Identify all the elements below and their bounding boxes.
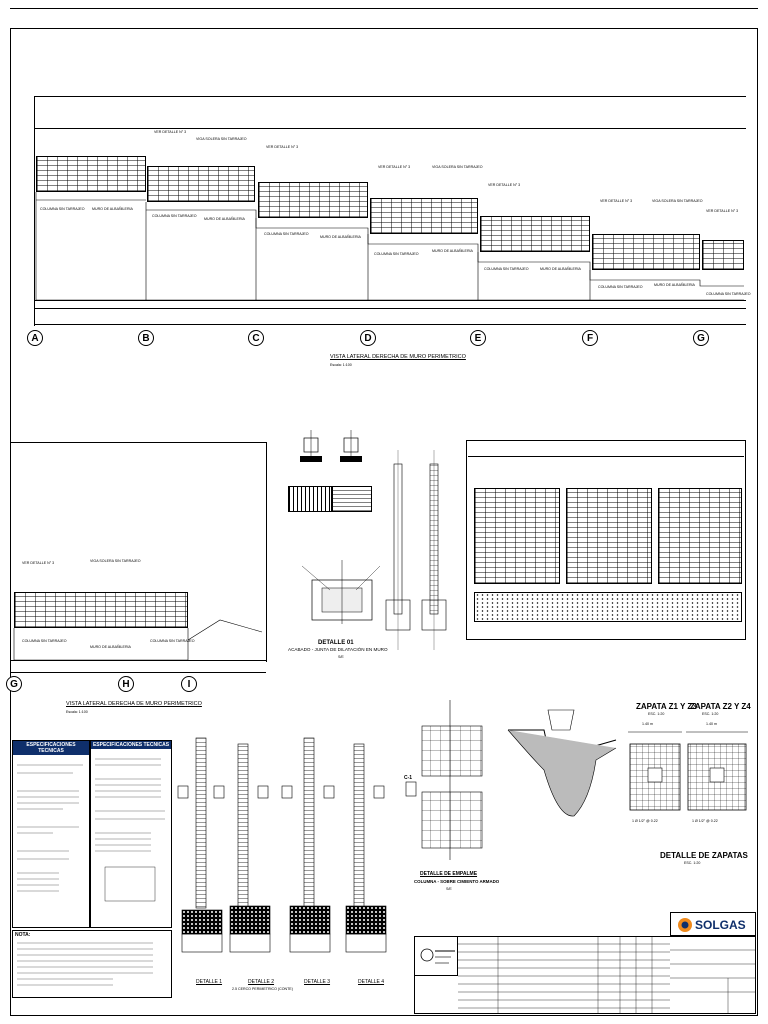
detalle-3-title: DETALLE 3	[304, 979, 331, 985]
detalle-01-subtitle: ACABADO - JUNTA DE DILATACIÓN EN MURO	[288, 647, 388, 652]
specs-left-box	[12, 740, 90, 928]
consultant-logo-icon	[415, 937, 459, 977]
rebar-notes	[332, 486, 372, 512]
top-elevation-title: VISTA LATERAL DERECHA DE MURO PERIMETRICO	[330, 354, 466, 360]
stepped-foundation-outline	[0, 0, 768, 340]
callout-detail-3: VER DETALLE N° 3	[378, 165, 411, 169]
zapata-z2-dim: 1.40 m	[706, 722, 717, 726]
specs-left-lines	[13, 755, 89, 923]
callout-beam-3: VIGA SOLERA SIN TARRAJEO	[432, 165, 483, 169]
axis-bubble-g-bottom: G	[6, 676, 22, 692]
right-wall-beam-line	[468, 456, 744, 457]
bottom-elevation-scale: Escala: 1:100	[66, 710, 88, 714]
callout-wall-2: MURO DE ALBAÑILERIA	[204, 217, 245, 221]
callout-column-1: COLUMNA SIN TARRAJEO	[40, 207, 85, 211]
callout-column-2: COLUMNA SIN TARRAJEO	[152, 214, 197, 218]
zapatas-detail-scale: ESC. 1:20	[684, 861, 701, 865]
callout-column-bottom: COLUMNA SIN TARRAJEO	[22, 639, 67, 643]
detalle-empalme-tag: C-1	[404, 775, 413, 781]
consultant-logo-box	[414, 936, 458, 976]
notes-box	[12, 930, 172, 998]
zapata-z1-rebar: 1 Ø 1/2" @ 0.22	[632, 819, 658, 823]
top-elevation-scale: Escala: 1:100	[330, 363, 352, 367]
callout-wall-1: MURO DE ALBAÑILERIA	[92, 207, 133, 211]
callout-wall-5: MURO DE ALBAÑILERIA	[540, 267, 581, 271]
callout-column-7: COLUMNA SIN TARRAJEO	[706, 292, 751, 296]
right-wall-panel-2	[566, 488, 652, 584]
callout-detail-2: VER DETALLE N° 3	[266, 145, 299, 149]
axis-bubble-g: G	[693, 330, 709, 346]
specs-right-lines	[91, 749, 171, 917]
detalle-empalme-scale: S/E	[446, 887, 452, 891]
callout-beam-1: VIGA SOLERA SIN TARRAJEO	[196, 137, 247, 141]
zapata-z2-title: ZAPATA Z2 Y Z4	[690, 702, 751, 711]
axis-bubble-e: E	[470, 330, 486, 346]
callout-wall-bottom: MURO DE ALBAÑILERIA	[90, 645, 131, 649]
detalle-2-subtitle: 2.5 CERCO PERIMETRICO (CONTE)	[232, 987, 293, 991]
axis-bubble-a: A	[27, 330, 43, 346]
right-wall-panel-1	[474, 488, 560, 584]
specs-right-title: ESPECIFICACIONES TECNICAS	[92, 742, 170, 748]
callout-beam-bottom: VIGA SOLERA SIN TARRAJEO	[90, 559, 141, 563]
zapata-z1-scale: ESC. 1:20	[648, 712, 665, 716]
axis-bubble-d: D	[360, 330, 376, 346]
rebar-schedule-table	[288, 486, 332, 512]
zapata-z2-rebar: 1 Ø 1/2" @ 0.22	[692, 819, 718, 823]
title-block-right-grid	[670, 936, 756, 1014]
callout-wall-4: MURO DE ALBAÑILERIA	[432, 249, 473, 253]
callout-column-6: COLUMNA SIN TARRAJEO	[598, 285, 643, 289]
callout-wall-3: MURO DE ALBAÑILERIA	[320, 235, 361, 239]
column-details-drawings	[174, 730, 394, 990]
right-wall-panel-3	[658, 488, 742, 584]
callout-column-3: COLUMNA SIN TARRAJEO	[264, 232, 309, 236]
detalle-empalme-subtitle: COLUMNA - SOBRE CIMIENTO ARMADO	[414, 879, 500, 884]
callout-detail-bottom: VER DETALLE N° 3	[22, 561, 55, 565]
company-name: SOLGAS	[695, 918, 746, 932]
detalle-01-title: DETALLE 01	[318, 640, 354, 646]
trench-section-drawing	[504, 700, 624, 840]
column-tall-details	[380, 450, 460, 660]
callout-column-5: COLUMNA SIN TARRAJEO	[484, 267, 529, 271]
notes-lines	[13, 931, 171, 997]
specs-right-box	[90, 740, 172, 928]
specs-left-title: ESPECIFICACIONES TECNICAS	[13, 741, 89, 755]
callout-detail-5: VER DETALLE N° 3	[600, 199, 633, 203]
company-logo-box	[670, 912, 756, 936]
detalle-01-drawing	[300, 560, 384, 640]
bottom-elevation-top-line	[10, 442, 266, 443]
zapata-z2-scale: ESC. 1:20	[702, 712, 719, 716]
callout-wall-6: MURO DE ALBAÑILERIA	[654, 283, 695, 287]
axis-bubble-i: I	[181, 676, 197, 692]
detalle-2-title: DETALLE 2	[248, 979, 275, 985]
detalle-01-scale: S/E	[338, 655, 344, 659]
callout-detail-4: VER DETALLE N° 3	[488, 183, 521, 187]
callout-beam-5: VIGA SOLERA SIN TARRAJEO	[652, 199, 703, 203]
detalle-empalme-title: DETALLE DE EMPALME	[420, 871, 478, 877]
bottom-terrain-outline	[0, 580, 270, 670]
callout-detail-6: VER DETALLE N° 3	[706, 209, 739, 213]
axis-bubble-c: C	[248, 330, 264, 346]
column-sections	[296, 430, 376, 474]
detalle-4-title: DETALLE 4	[358, 979, 385, 985]
bottom-elevation-title: VISTA LATERAL DERECHA DE MURO PERIMETRICO	[66, 701, 202, 707]
axis-bubble-f: F	[582, 330, 598, 346]
zapata-plan-drawings	[624, 728, 754, 828]
right-wall-foundation	[474, 592, 742, 622]
axis-bubble-h: H	[118, 676, 134, 692]
callout-column-bottom-2: COLUMNA SIN TARRAJEO	[150, 639, 195, 643]
callout-detail-1: VER DETALLE N° 3	[154, 130, 187, 134]
axis-bubble-b: B	[138, 330, 154, 346]
zapatas-detail-title: DETALLE DE ZAPATAS	[660, 851, 748, 860]
title-block-grid	[458, 936, 670, 1014]
callout-column-4: COLUMNA SIN TARRAJEO	[374, 252, 419, 256]
detalle-1-title: DETALLE 1	[196, 979, 223, 985]
zapata-z1-title: ZAPATA Z1 Y Z3	[636, 702, 697, 711]
zapata-z1-dim: 1.40 m	[642, 722, 653, 726]
detalle-empalme-drawing	[400, 700, 500, 870]
notes-title: NOTA:	[15, 932, 31, 938]
bottom-axis-line	[10, 672, 266, 673]
